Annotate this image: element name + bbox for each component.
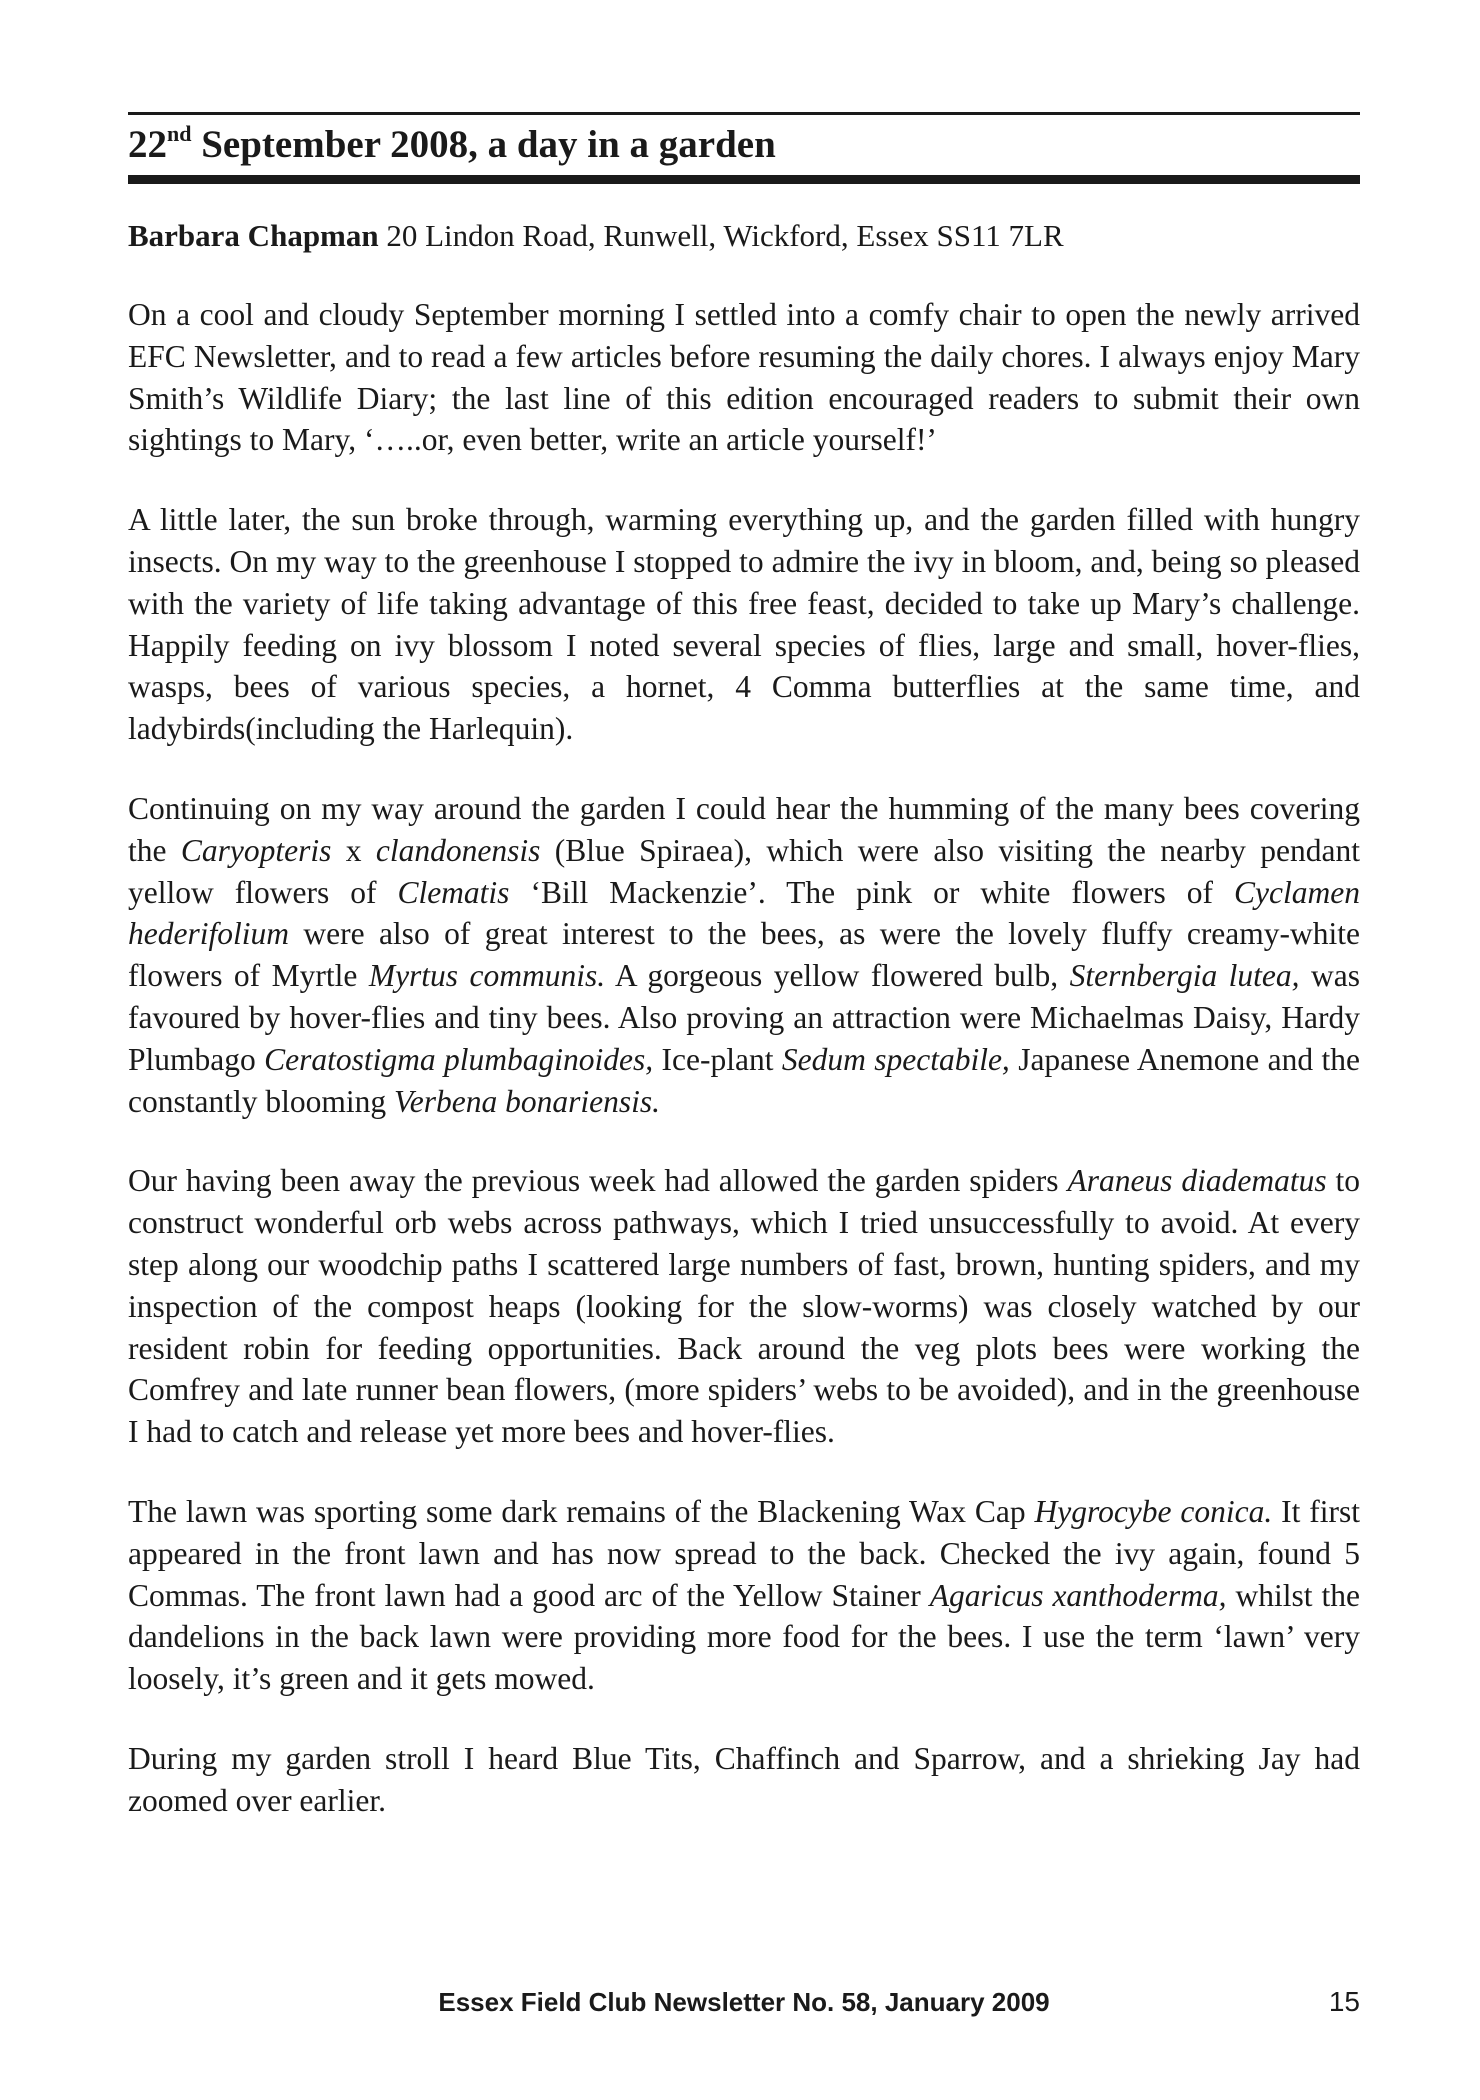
text-span: ‘Bill Mackenzie’. The pink or white flowers of [509, 874, 1235, 910]
species-name: Sedum spectabile, [781, 1041, 1010, 1077]
text-span: Our having been away the previous week had allowed the garden spiders [128, 1163, 1068, 1199]
text-span: whilst the dandelions in the back lawn were providing more food for the bees. I use the term ‘lawn’ very loosely, it’s green and it gets mowed. [128, 1577, 1361, 1697]
species-name: Cyclamen hederifolium [128, 874, 1360, 952]
paragraph-5 [128, 1491, 1360, 1700]
author-line [128, 216, 1360, 256]
species-name: Myrtus communis. [368, 958, 606, 994]
species-name: Ceratostigma plumbaginoides, [264, 1041, 654, 1077]
text-span: A gorgeous yellow flowered bulb, [605, 958, 1070, 994]
page-number: 15 [1328, 1986, 1360, 2017]
title-day: 22 [128, 123, 167, 166]
paragraph-6: During my garden stroll I heard Blue Tits, Chaffinch and Sparrow, and a shrieking Jay had zoomed over earlier. [128, 1740, 1360, 1818]
species-name: clandonensis [375, 832, 541, 868]
text-span: were also of great interest to the bees, as were the lovely fluffy creamy-white flowers of Myrtle [128, 916, 1360, 994]
text-span: It first appeared in the front lawn and has now spread to the back. Checked the ivy again, found 5 Commas. The front lawn had a good arc of the Yellow Stainer [128, 1493, 1360, 1613]
species-name: Verbena bonariensis. [393, 1083, 660, 1119]
text-span: Ice-plant [653, 1041, 782, 1077]
page-footer [128, 1984, 1360, 2024]
text-span: Japanese Anemone and the constantly blooming [128, 1041, 1360, 1119]
title-top-rule [128, 112, 1360, 115]
species-name: Araneus diadematus [1067, 1163, 1327, 1199]
text-span: The lawn was sporting some dark remains of the Blackening Wax Cap [128, 1493, 1035, 1529]
author-address: 20 Lindon Road, Runwell, Wickford, Essex SS11 7LR [378, 218, 1064, 253]
article-title [128, 121, 1360, 169]
species-name: Clematis [397, 874, 510, 910]
paragraph-4 [128, 1160, 1360, 1453]
title-ordinal: nd [167, 121, 192, 146]
text-span: (Blue Spiraea), which were also visiting the nearby pendant yellow flowers of [128, 832, 1361, 910]
article-page [128, 112, 1360, 1822]
species-name: Hygrocybe conica. [1034, 1493, 1273, 1529]
title-text: September 2008, a day in a garden [191, 123, 776, 166]
publication-credit: Essex Field Club Newsletter No. 58, January 2009 [438, 1987, 1050, 2017]
text-span: was favoured by hover-flies and tiny bees. Also proving an attraction were Michaelmas Daisy, Hardy Plumbago [128, 958, 1360, 1077]
text-span: Continuing on my way around the garden I could hear the humming of the many bees covering the [128, 790, 1360, 868]
text-span: x [331, 832, 376, 868]
text-span: to construct wonderful orb webs across pathways, which I tried unsuccessfully to avoid. At every step along our woodchip paths I scattered large numbers of fast, brown, hunting spiders, and my inspection of the compost heaps (looking for the slow-worms) was closely watched by our resident robin for feeding opportunities. Back around the veg plots bees were working the Comfrey and late runner bean flowers, (more spiders’ webs to be avoided), and in the greenhouse I had to catch and release yet more bees and hover-flies. [128, 1163, 1360, 1450]
author-name: Barbara Chapman [128, 218, 379, 253]
species-name: Caryopteris [180, 832, 332, 868]
paragraph-2: A little later, the sun broke through, warming everything up, and the garden filled with hungry insects. On my way to the greenhouse I stopped to admire the ivy in bloom, and, being so pleased with the variety of life taking advantage of this free feast, decided to take up Mary’s challenge. Happily feeding on ivy blossom I noted several species of flies, large and small, hover-flies, wasps, bees of various species, a hornet, 4 Comma butterflies at the same time, and ladybirds(including the Harlequin). [128, 502, 1360, 747]
species-name: Agaricus xanthoderma, [929, 1577, 1227, 1613]
paragraph-3 [128, 788, 1360, 1122]
paragraph-1: On a cool and cloudy September morning I settled into a comfy chair to open the newly arrived EFC Newsletter, and to read a few articles before resuming the daily chores. I always enjoy Mary Smith’s Wildlife Diary; the last line of this edition encouraged readers to submit their own sightings to Mary, ‘…..or, even better, write an article yourself!’ [128, 297, 1360, 458]
species-name: Sternbergia lutea, [1069, 958, 1300, 994]
title-bottom-rule [128, 175, 1360, 184]
